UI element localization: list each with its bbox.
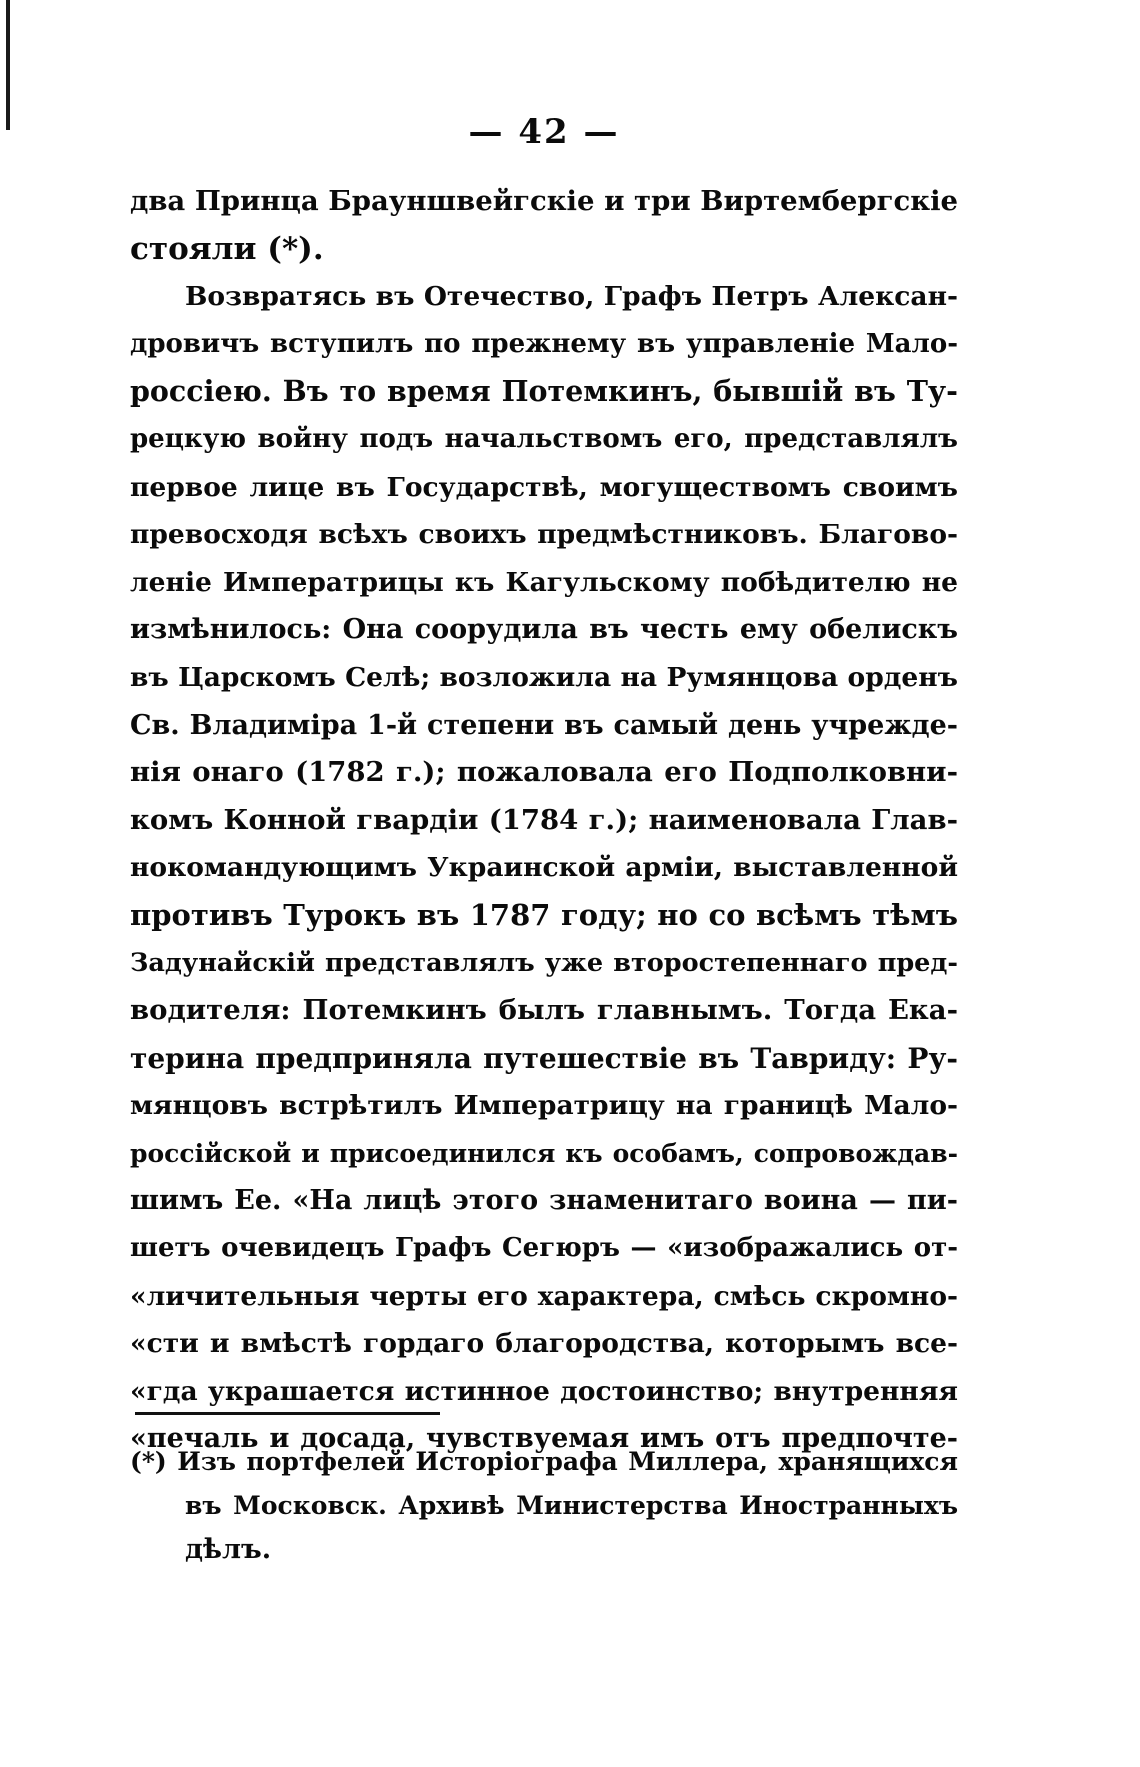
text-line: мянцовъ встрѣтилъ Императрицу на границѣ Мало- bbox=[130, 1090, 958, 1122]
scan-edge-mark bbox=[6, 0, 10, 130]
text-line: стояли (*). bbox=[130, 230, 324, 267]
footnote bbox=[130, 1440, 958, 1572]
text-line: Задунайскiй представлялъ уже второстепеннаго пред- bbox=[130, 947, 958, 978]
text-line: «личительныя черты его характера, смѣсь скромно- bbox=[130, 1280, 958, 1312]
text-line: нокомандующимъ Украинской армiи, выставленной bbox=[130, 852, 958, 884]
text-line: водителя: Потемкинъ былъ главнымъ. Тогда Ека- bbox=[130, 994, 958, 1027]
text-line: «гда украшается истинное достоинство; внутренняя bbox=[130, 1375, 958, 1407]
text-line: россiйской и присоединился къ особамъ, сопровождав- bbox=[130, 1138, 958, 1168]
text-line: измѣнилось: Она соорудила въ честь ему обелискъ bbox=[130, 614, 958, 646]
text-line: комъ Конной гвардiи (1784 г.); наименовала Глав- bbox=[130, 803, 958, 836]
footnote-rule bbox=[135, 1412, 440, 1415]
text-line: въ Царскомъ Селѣ; возложила на Румянцова орденъ bbox=[130, 661, 958, 693]
text-line: шетъ очевидецъ Графъ Сегюръ — «изображались от- bbox=[130, 1233, 958, 1264]
text-line: Возвратясь въ Отечество, Графъ Петръ Алексан- bbox=[185, 281, 958, 313]
book-page bbox=[130, 0, 958, 1767]
text-line: рецкую войну подъ начальствомъ его, представлялъ bbox=[130, 423, 958, 454]
text-line: ленiе Императрицы къ Кагульскому побѣдителю не bbox=[130, 566, 958, 598]
text-line: первое лице въ Государствѣ, могуществомъ своимъ bbox=[130, 471, 958, 503]
footnote-line: въ Московск. Архивѣ Министерства Иностранныхъ bbox=[185, 1491, 958, 1520]
footnote-line: дѣлъ. bbox=[185, 1534, 272, 1565]
text-line: превосходя всѣхъ своихъ предмѣстниковъ. Благово- bbox=[130, 519, 958, 551]
page-number: — 42 — bbox=[468, 112, 620, 152]
text-line: два Принца Брауншвейгскiе и три Виртембергскiе bbox=[130, 185, 959, 217]
text-line: терина предприняла путешествiе въ Тавриду: Ру- bbox=[130, 1041, 958, 1075]
text-line: нiя онаго (1782 г.); пожаловала его Подполковни- bbox=[130, 756, 958, 789]
footnote-line: (*) Изъ портфелей Исторiографа Миллера, хранящихся bbox=[130, 1447, 958, 1476]
text-line: Св. Владимiра 1-й степени въ самый день учрежде- bbox=[130, 709, 958, 741]
text-line: противъ Турокъ въ 1787 году; но со всѣмъ тѣмъ bbox=[130, 897, 958, 932]
text-line: дровичъ вступилъ по прежнему въ управленiе Мало- bbox=[130, 328, 958, 359]
text-line: россiею. Въ то время Потемкинъ, бывшiй въ Ту- bbox=[130, 374, 958, 409]
text-line: шимъ Ее. «На лицѣ этого знаменитаго воина — пи- bbox=[130, 1185, 958, 1217]
body-text bbox=[130, 178, 958, 1463]
text-line: «печаль и досада, чувствуемая имъ отъ предпочте- bbox=[130, 1423, 958, 1455]
text-line: «сти и вмѣстѣ гордаго благородства, которымъ все- bbox=[130, 1328, 958, 1360]
